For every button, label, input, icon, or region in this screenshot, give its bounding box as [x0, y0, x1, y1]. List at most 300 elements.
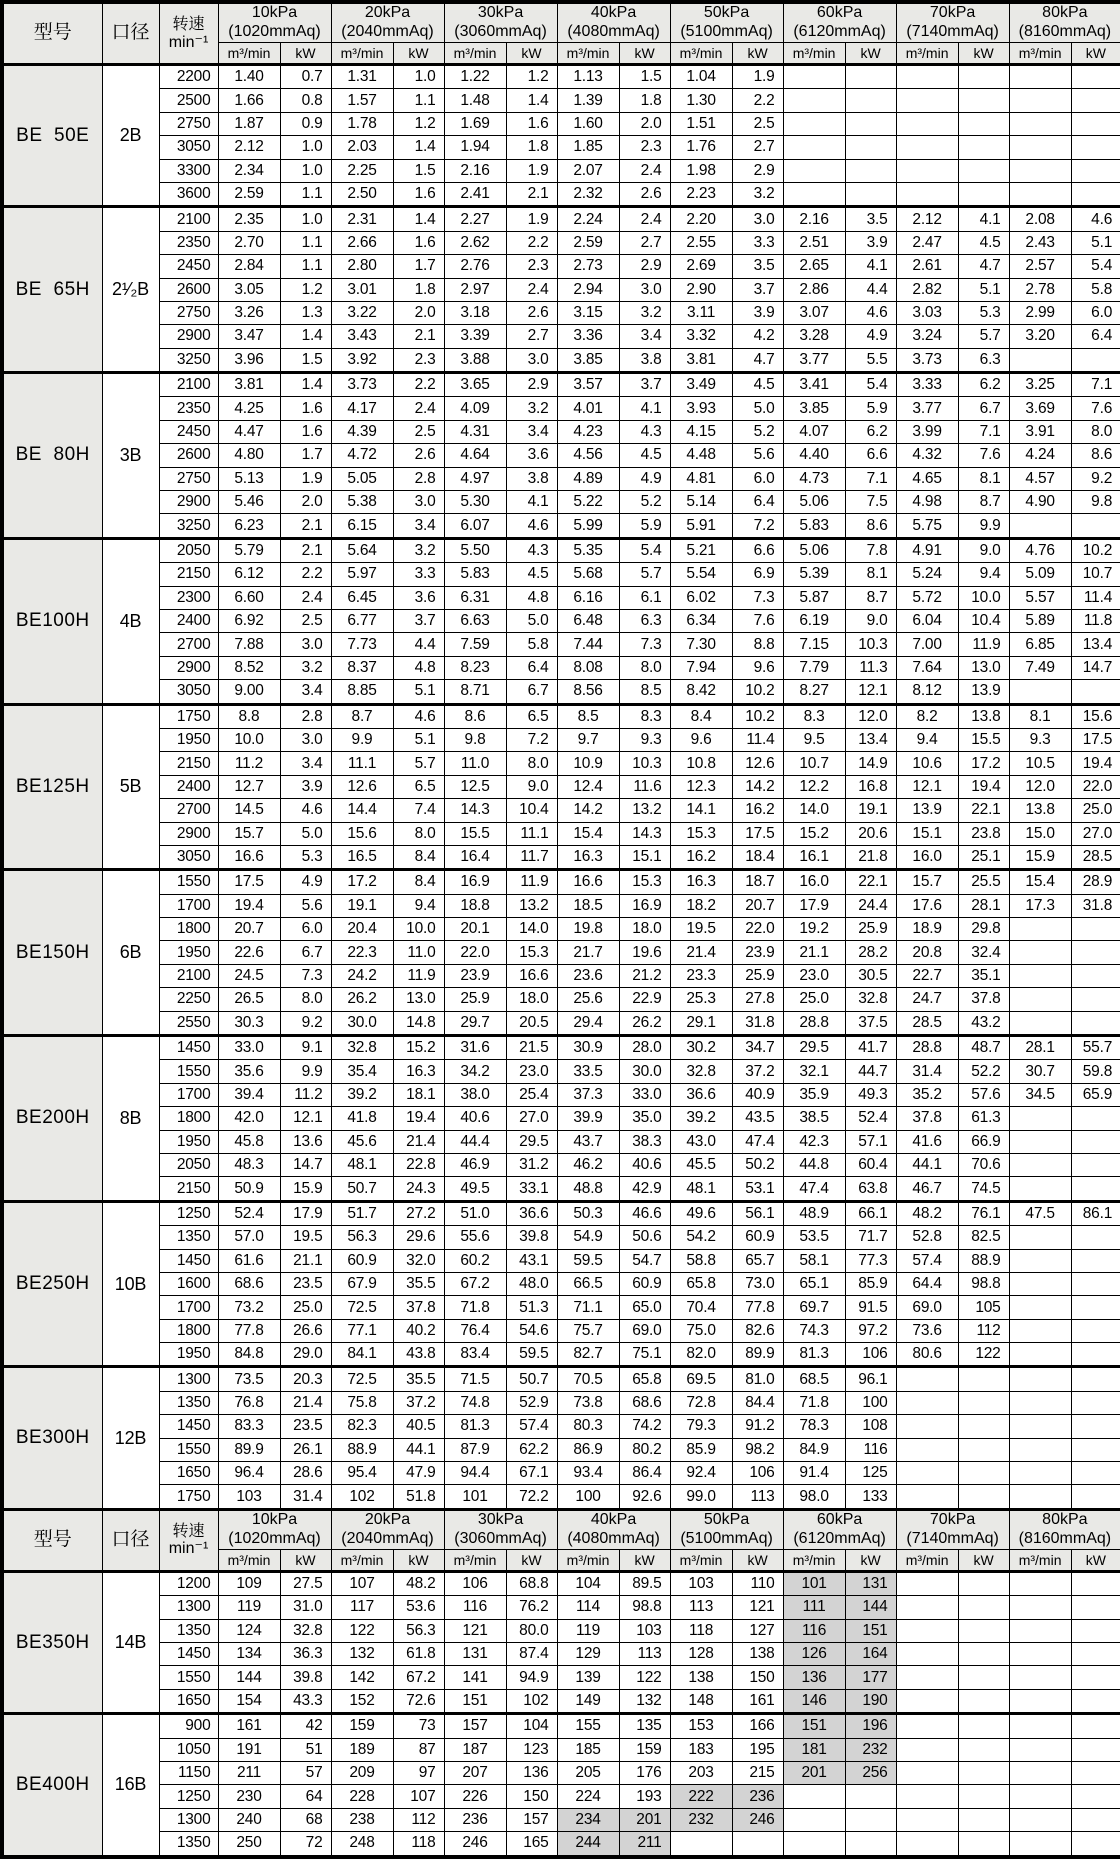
flow-value-cell: 19.5	[670, 918, 732, 941]
flow-value-cell	[783, 112, 845, 135]
power-value-cell	[1071, 1226, 1120, 1249]
power-value-cell: 27.0	[506, 1107, 557, 1130]
power-value-cell: 6.7	[280, 941, 331, 964]
spec-row	[2, 822, 1120, 845]
flow-value-cell: 55.6	[444, 1226, 506, 1249]
spec-row	[2, 1738, 1120, 1761]
flow-value-cell: 19.8	[557, 918, 619, 941]
flow-value-cell: 72.5	[331, 1296, 393, 1319]
flow-value-cell	[1009, 159, 1071, 182]
flow-value-cell: 51.0	[444, 1201, 506, 1225]
flow-value-cell: 23.3	[670, 964, 732, 987]
power-value-cell: 73	[393, 1714, 444, 1738]
power-value-cell: 2.5	[393, 420, 444, 443]
model-cell: BE250H	[2, 1201, 102, 1367]
flow-value-cell: 8.23	[444, 656, 506, 679]
flow-value-cell: 2.70	[218, 231, 280, 254]
power-value-cell: 29.5	[506, 1130, 557, 1153]
power-value-cell: 32.8	[280, 1619, 331, 1642]
flow-value-cell: 17.5	[218, 870, 280, 894]
power-value-cell: 2.7	[732, 136, 783, 159]
power-value-cell: 40.6	[619, 1153, 670, 1176]
power-value-cell: 4.3	[619, 420, 670, 443]
flow-value-cell: 96.4	[218, 1462, 280, 1485]
spec-row	[2, 586, 1120, 609]
spec-row	[2, 988, 1120, 1011]
speed-cell: 1750	[159, 704, 218, 728]
flow-value-cell	[1009, 1761, 1071, 1784]
flow-value-cell: 82.3	[331, 1415, 393, 1438]
flow-value-cell: 4.23	[557, 420, 619, 443]
col-header-bore: 口径	[102, 1509, 159, 1571]
spec-row	[2, 1485, 1120, 1509]
power-value-cell: 82.5	[958, 1226, 1009, 1249]
spec-row	[2, 964, 1120, 987]
flow-value-cell	[1009, 348, 1071, 372]
power-value-cell: 56.1	[732, 1201, 783, 1225]
power-value-cell: 19.1	[845, 799, 896, 822]
flow-value-cell: 8.42	[670, 680, 732, 704]
speed-cell: 2150	[159, 752, 218, 775]
flow-value-cell: 122	[331, 1619, 393, 1642]
bore-cell: 12B	[102, 1367, 159, 1509]
flow-value-cell: 39.4	[218, 1083, 280, 1106]
power-value-cell: 52.2	[958, 1060, 1009, 1083]
power-value-cell: 27.8	[732, 988, 783, 1011]
spec-row	[2, 1571, 1120, 1595]
flow-value-cell: 2.59	[218, 182, 280, 206]
power-value-cell: 26.1	[280, 1438, 331, 1461]
flow-value-cell: 141	[444, 1666, 506, 1689]
flow-value-cell: 78.3	[783, 1415, 845, 1438]
spec-row	[2, 941, 1120, 964]
flow-value-cell: 3.77	[783, 348, 845, 372]
spec-row	[2, 207, 1120, 231]
flow-value-cell: 2.23	[670, 182, 732, 206]
power-value-cell	[958, 1785, 1009, 1808]
flow-value-cell: 1.76	[670, 136, 732, 159]
power-value-cell: 8.4	[393, 845, 444, 869]
power-value-cell: 2.3	[619, 136, 670, 159]
power-value-cell: 94.9	[506, 1666, 557, 1689]
power-value-cell	[958, 1391, 1009, 1414]
flow-value-cell: 68.6	[218, 1272, 280, 1295]
power-value-cell: 2.0	[280, 491, 331, 514]
power-value-cell: 1.8	[619, 89, 670, 112]
flow-value-cell: 87.9	[444, 1438, 506, 1461]
flow-value-cell: 53.5	[783, 1226, 845, 1249]
flow-value-cell: 2.97	[444, 278, 506, 301]
flow-value-cell: 1.87	[218, 112, 280, 135]
power-value-cell: 3.0	[619, 278, 670, 301]
flow-value-cell: 64.4	[896, 1272, 958, 1295]
flow-value-cell	[896, 1714, 958, 1738]
flow-value-cell: 2.57	[1009, 255, 1071, 278]
power-value-cell: 4.6	[393, 704, 444, 728]
flow-value-cell: 5.83	[783, 514, 845, 538]
power-value-cell: 7.2	[506, 728, 557, 751]
power-value-cell: 27.5	[280, 1571, 331, 1595]
flow-value-cell: 54.2	[670, 1226, 732, 1249]
flow-value-cell	[1009, 1177, 1071, 1201]
bore-cell: 16B	[102, 1714, 159, 1857]
flow-value-cell: 8.85	[331, 680, 393, 704]
flow-value-cell: 154	[218, 1689, 280, 1713]
flow-value-cell: 3.03	[896, 301, 958, 324]
flow-value-cell: 15.9	[1009, 845, 1071, 869]
power-value-cell: 84.4	[732, 1391, 783, 1414]
spec-row	[2, 633, 1120, 656]
power-value-cell: 15.3	[619, 870, 670, 894]
power-value-cell: 7.1	[1071, 373, 1120, 397]
flow-value-cell: 4.25	[218, 397, 280, 420]
flow-value-cell: 1.51	[670, 112, 732, 135]
flow-value-cell: 6.31	[444, 586, 506, 609]
power-value-cell: 37.8	[958, 988, 1009, 1011]
col-header-pressure-10kpa: 10kPa (1020mmAq)	[218, 1509, 331, 1549]
flow-value-cell: 131	[444, 1643, 506, 1666]
flow-value-cell: 3.73	[896, 348, 958, 372]
flow-value-cell: 107	[331, 1571, 393, 1595]
flow-value-cell: 1.94	[444, 136, 506, 159]
power-value-cell: 3.0	[393, 491, 444, 514]
power-value-cell: 20.6	[845, 822, 896, 845]
flow-value-cell: 2.55	[670, 231, 732, 254]
power-value-cell: 48.7	[958, 1036, 1009, 1060]
flow-value-cell: 116	[444, 1596, 506, 1619]
speed-cell: 1300	[159, 1367, 218, 1391]
power-value-cell: 53.1	[732, 1177, 783, 1201]
power-value-cell	[845, 89, 896, 112]
flow-value-cell: 33.0	[218, 1036, 280, 1060]
power-value-cell: 4.4	[393, 633, 444, 656]
power-value-cell: 4.1	[619, 397, 670, 420]
power-value-cell: 4.6	[506, 514, 557, 538]
power-value-cell: 36.6	[506, 1201, 557, 1225]
speed-cell: 900	[159, 1714, 218, 1738]
flow-value-cell: 6.02	[670, 586, 732, 609]
power-value-cell: 211	[619, 1832, 670, 1857]
col-header-flow-unit: m³/min	[218, 43, 280, 65]
power-value-cell: 6.0	[280, 918, 331, 941]
flow-value-cell	[896, 1438, 958, 1461]
flow-value-cell: 5.09	[1009, 563, 1071, 586]
power-value-cell	[1071, 159, 1120, 182]
flow-value-cell: 4.76	[1009, 538, 1071, 562]
speed-cell: 2500	[159, 89, 218, 112]
power-value-cell	[845, 1832, 896, 1857]
power-value-cell: 196	[845, 1714, 896, 1738]
col-header-power-unit: kW	[506, 43, 557, 65]
power-value-cell: 65.7	[732, 1249, 783, 1272]
power-value-cell: 2.4	[280, 586, 331, 609]
flow-value-cell: 6.19	[783, 609, 845, 632]
power-value-cell	[1071, 680, 1120, 704]
power-value-cell: 25.0	[280, 1296, 331, 1319]
power-value-cell: 1.7	[280, 444, 331, 467]
flow-value-cell: 138	[670, 1666, 732, 1689]
power-value-cell: 22.0	[732, 918, 783, 941]
spec-row	[2, 1060, 1120, 1083]
flow-value-cell: 75.0	[670, 1319, 732, 1342]
flow-value-cell	[783, 1785, 845, 1808]
flow-value-cell: 1.60	[557, 112, 619, 135]
power-value-cell: 6.6	[732, 538, 783, 562]
flow-value-cell: 22.6	[218, 941, 280, 964]
flow-value-cell: 8.8	[218, 704, 280, 728]
flow-value-cell: 30.3	[218, 1011, 280, 1035]
flow-value-cell: 155	[557, 1714, 619, 1738]
col-header-power-unit: kW	[732, 1549, 783, 1571]
power-value-cell: 27.0	[1071, 822, 1120, 845]
flow-value-cell	[1009, 1643, 1071, 1666]
power-value-cell: 4.9	[845, 325, 896, 348]
speed-cell: 1350	[159, 1619, 218, 1642]
power-value-cell: 1.2	[280, 278, 331, 301]
flow-value-cell: 248	[331, 1832, 393, 1857]
power-value-cell	[1071, 1689, 1120, 1713]
power-value-cell: 19.6	[619, 941, 670, 964]
power-value-cell: 1.9	[280, 467, 331, 490]
flow-value-cell: 60.9	[331, 1249, 393, 1272]
power-value-cell: 4.1	[958, 207, 1009, 231]
flow-value-cell: 1.30	[670, 89, 732, 112]
flow-value-cell	[896, 1832, 958, 1857]
flow-value-cell: 25.9	[444, 988, 506, 1011]
power-value-cell: 23.5	[280, 1272, 331, 1295]
power-value-cell: 1.9	[506, 159, 557, 182]
power-value-cell	[1071, 1272, 1120, 1295]
flow-value-cell: 26.5	[218, 988, 280, 1011]
power-value-cell: 7.3	[619, 633, 670, 656]
power-value-cell: 43.1	[506, 1249, 557, 1272]
speed-cell: 1700	[159, 1296, 218, 1319]
power-value-cell: 39.8	[280, 1666, 331, 1689]
power-value-cell: 9.9	[280, 1060, 331, 1083]
flow-value-cell: 95.4	[331, 1462, 393, 1485]
power-value-cell: 89.9	[732, 1343, 783, 1367]
power-value-cell: 2.1	[393, 325, 444, 348]
speed-cell: 2600	[159, 278, 218, 301]
flow-value-cell: 69.7	[783, 1296, 845, 1319]
spec-row	[2, 1367, 1120, 1391]
flow-value-cell: 3.91	[1009, 420, 1071, 443]
flow-value-cell: 16.3	[557, 845, 619, 869]
flow-value-cell: 15.3	[670, 822, 732, 845]
power-value-cell: 14.3	[619, 822, 670, 845]
power-value-cell: 5.2	[732, 420, 783, 443]
power-value-cell: 3.3	[732, 231, 783, 254]
col-header-pressure-20kpa: 20kPa (2040mmAq)	[331, 1509, 444, 1549]
power-value-cell: 46.6	[619, 1201, 670, 1225]
flow-value-cell: 189	[331, 1738, 393, 1761]
flow-value-cell: 3.32	[670, 325, 732, 348]
flow-value-cell: 1.48	[444, 89, 506, 112]
spec-row	[2, 514, 1120, 538]
flow-value-cell	[896, 136, 958, 159]
flow-value-cell: 10.6	[896, 752, 958, 775]
flow-value-cell: 6.04	[896, 609, 958, 632]
flow-value-cell: 4.91	[896, 538, 958, 562]
power-value-cell: 11.2	[280, 1083, 331, 1106]
flow-value-cell: 46.7	[896, 1177, 958, 1201]
flow-value-cell	[896, 1571, 958, 1595]
power-value-cell	[958, 112, 1009, 135]
power-value-cell: 1.4	[393, 207, 444, 231]
power-value-cell: 4.6	[845, 301, 896, 324]
power-value-cell: 44.7	[845, 1060, 896, 1083]
flow-value-cell: 244	[557, 1832, 619, 1857]
speed-cell: 1050	[159, 1738, 218, 1761]
spec-row	[2, 1832, 1120, 1857]
flow-value-cell: 98.0	[783, 1485, 845, 1509]
spec-row	[2, 1761, 1120, 1784]
power-value-cell: 97	[393, 1761, 444, 1784]
power-value-cell: 2.7	[619, 231, 670, 254]
power-value-cell: 3.4	[280, 752, 331, 775]
speed-cell: 3300	[159, 159, 218, 182]
power-value-cell: 53.6	[393, 1596, 444, 1619]
power-value-cell	[1071, 1571, 1120, 1595]
flow-value-cell: 93.4	[557, 1462, 619, 1485]
flow-value-cell: 42.0	[218, 1107, 280, 1130]
power-value-cell: 8.8	[732, 633, 783, 656]
power-value-cell: 5.7	[958, 325, 1009, 348]
flow-value-cell	[1009, 1107, 1071, 1130]
flow-value-cell: 5.83	[444, 563, 506, 586]
power-value-cell: 195	[732, 1738, 783, 1761]
speed-cell: 2100	[159, 964, 218, 987]
power-value-cell: 3.4	[619, 325, 670, 348]
flow-value-cell: 149	[557, 1689, 619, 1713]
power-value-cell: 215	[732, 1761, 783, 1784]
power-value-cell: 72	[280, 1832, 331, 1857]
power-value-cell: 59.5	[506, 1343, 557, 1367]
power-value-cell: 118	[393, 1832, 444, 1857]
flow-value-cell: 16.4	[444, 845, 506, 869]
power-value-cell: 24.4	[845, 894, 896, 917]
power-value-cell: 98.8	[619, 1596, 670, 1619]
flow-value-cell: 57.4	[896, 1249, 958, 1272]
power-value-cell: 1.9	[732, 65, 783, 89]
power-value-cell: 11.0	[393, 941, 444, 964]
power-value-cell: 37.2	[393, 1391, 444, 1414]
flow-value-cell: 5.06	[783, 538, 845, 562]
flow-value-cell	[1009, 1714, 1071, 1738]
flow-value-cell: 22.3	[331, 941, 393, 964]
flow-value-cell: 7.00	[896, 633, 958, 656]
power-value-cell: 166	[732, 1714, 783, 1738]
power-value-cell: 144	[845, 1596, 896, 1619]
power-value-cell: 76.2	[506, 1596, 557, 1619]
power-value-cell: 9.9	[958, 514, 1009, 538]
flow-value-cell: 3.43	[331, 325, 393, 348]
col-header-model: 型号	[2, 2, 102, 65]
power-value-cell: 17.5	[732, 822, 783, 845]
power-value-cell: 29.6	[393, 1226, 444, 1249]
flow-value-cell: 9.5	[783, 728, 845, 751]
flow-value-cell: 69.0	[896, 1296, 958, 1319]
power-value-cell: 10.3	[845, 633, 896, 656]
power-value-cell	[1071, 1462, 1120, 1485]
flow-value-cell: 1.98	[670, 159, 732, 182]
flow-value-cell: 4.01	[557, 397, 619, 420]
flow-value-cell	[1009, 1272, 1071, 1295]
flow-value-cell: 246	[444, 1832, 506, 1857]
power-value-cell: 32.0	[393, 1249, 444, 1272]
flow-value-cell: 16.9	[444, 870, 506, 894]
power-value-cell	[1071, 964, 1120, 987]
power-value-cell: 2.4	[506, 278, 557, 301]
flow-value-cell: 71.8	[444, 1296, 506, 1319]
flow-value-cell: 6.34	[670, 609, 732, 632]
flow-value-cell: 3.57	[557, 373, 619, 397]
flow-value-cell: 250	[218, 1832, 280, 1857]
flow-value-cell: 4.48	[670, 444, 732, 467]
flow-value-cell: 146	[783, 1689, 845, 1713]
power-value-cell: 4.6	[1071, 207, 1120, 231]
power-value-cell: 5.9	[619, 514, 670, 538]
col-header-power-unit: kW	[393, 43, 444, 65]
power-value-cell: 3.7	[732, 278, 783, 301]
power-value-cell: 3.9	[732, 301, 783, 324]
power-value-cell: 0.8	[280, 89, 331, 112]
flow-value-cell: 5.05	[331, 467, 393, 490]
flow-value-cell: 15.0	[1009, 822, 1071, 845]
power-value-cell	[1071, 1438, 1120, 1461]
speed-cell: 1550	[159, 1666, 218, 1689]
flow-value-cell: 5.91	[670, 514, 732, 538]
power-value-cell	[1071, 1107, 1120, 1130]
spec-row	[2, 444, 1120, 467]
flow-value-cell: 234	[557, 1808, 619, 1831]
flow-value-cell: 7.15	[783, 633, 845, 656]
power-value-cell: 5.8	[506, 633, 557, 656]
power-value-cell: 57.1	[845, 1130, 896, 1153]
col-header-pressure-20kpa: 20kPa (2040mmAq)	[331, 2, 444, 43]
flow-value-cell: 2.27	[444, 207, 506, 231]
power-value-cell: 8.7	[958, 491, 1009, 514]
flow-value-cell: 152	[331, 1689, 393, 1713]
power-value-cell: 73.0	[732, 1272, 783, 1295]
power-value-cell: 10.0	[958, 586, 1009, 609]
flow-value-cell: 99.0	[670, 1485, 732, 1509]
flow-value-cell: 1.39	[557, 89, 619, 112]
flow-value-cell: 3.93	[670, 397, 732, 420]
power-value-cell: 89.5	[619, 1571, 670, 1595]
spec-row	[2, 1666, 1120, 1689]
flow-value-cell: 8.5	[557, 704, 619, 728]
power-value-cell: 3.5	[845, 207, 896, 231]
flow-value-cell: 3.24	[896, 325, 958, 348]
flow-value-cell: 15.5	[444, 822, 506, 845]
power-value-cell: 9.0	[845, 609, 896, 632]
spec-row	[2, 1107, 1120, 1130]
flow-value-cell: 230	[218, 1785, 280, 1808]
spec-row	[2, 325, 1120, 348]
flow-value-cell: 84.9	[783, 1438, 845, 1461]
power-value-cell: 28.0	[619, 1036, 670, 1060]
flow-value-cell: 44.8	[783, 1153, 845, 1176]
power-value-cell	[1071, 1343, 1120, 1367]
power-value-cell: 6.2	[845, 420, 896, 443]
power-value-cell	[958, 136, 1009, 159]
model-cell: BE200H	[2, 1036, 102, 1202]
flow-value-cell	[896, 1391, 958, 1414]
power-value-cell	[958, 1808, 1009, 1831]
power-value-cell	[1071, 1619, 1120, 1642]
power-value-cell: 3.5	[732, 255, 783, 278]
